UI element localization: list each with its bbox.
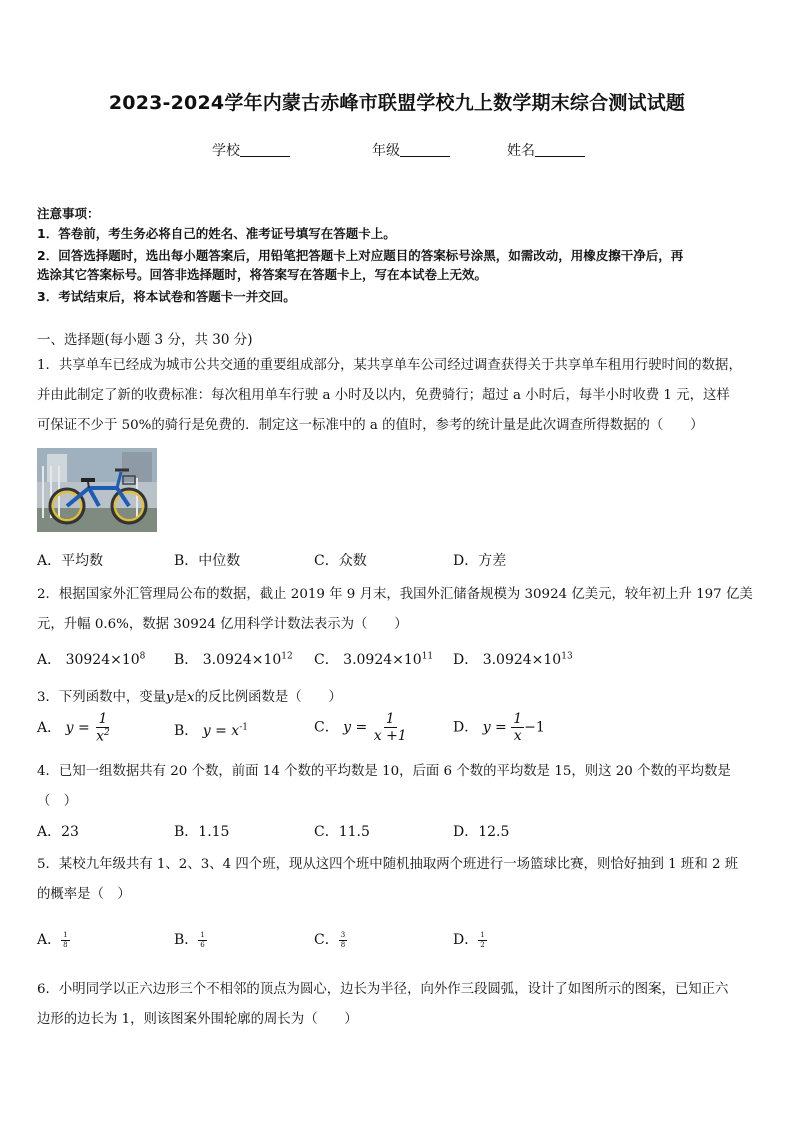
var-x: x: [187, 690, 195, 705]
q3-option-c: C． y = $\frac{1}{x +1}$: [314, 711, 407, 744]
q3-option-d: D． y = $\frac{1}{x}$ −1: [453, 711, 545, 744]
q5-line: 5．某校九年级共有 1、2、3、4 四个班，现从这四个班中随机抽取两个班进行一场篮球比赛，则恰好抽到 1 班和 2 班: [37, 857, 739, 872]
q1-line: 并由此制定了新的收费标准：每次租用单车行驶 a 小时及以内，免费骑行；超过 a 小时后，每半小时收费 1 元，这样: [37, 388, 730, 403]
q1-option-c: C．众数: [314, 553, 367, 569]
q4-line: （ ）: [37, 794, 78, 809]
note-line: 3．考试结束后，将本试卷和答题卡一并交回。: [37, 289, 296, 304]
grade-label: 年级: [372, 143, 400, 159]
q4-option-d: D．12.5: [453, 824, 510, 840]
name-blank: [535, 142, 585, 157]
q2-line: 元，升幅 0.6%，数据 30924 亿用科学计数法表示为（ ）: [37, 617, 408, 632]
q5-option-d: D． $\frac{1}{2}$: [453, 930, 485, 949]
q5-line: 的概率是（ ）: [37, 887, 131, 902]
q5-option-c: C． $\frac{3}{8}$: [314, 930, 346, 949]
q4-option-b: B．1.15: [174, 824, 230, 840]
q6-line: 边形的边长为 1，则该图案外围轮廓的周长为（ ）: [37, 1012, 358, 1027]
q6-line: 6．小明同学以正六边形三个不相邻的顶点为圆心，边长为半径，向外作三段圆弧，设计了如图所示的图案，已知正六: [37, 982, 729, 997]
name-field: [507, 140, 585, 160]
note-line: 1．答卷前，考生务必将自己的姓名、准考证号填写在答题卡上。: [37, 226, 396, 241]
q4-option-c: C．11.5: [314, 824, 370, 840]
grade-field: [372, 140, 450, 160]
q5-option-a: A． $\frac{1}{8}$: [37, 930, 68, 949]
q2-option-a: A． $30924\times 10^8$: [37, 651, 146, 668]
note-line: 2．回答选择题时，选出每小题答案后，用铅笔把答题卡上对应题目的答案标号涂黑，如需改动，用橡皮擦干净后，再: [37, 248, 684, 263]
school-label: 学校: [212, 143, 240, 159]
school-field: [212, 140, 290, 160]
q5-option-b: B． $\frac{1}{6}$: [174, 930, 205, 949]
note-line: 选涂其它答案标号。回答非选择题时，将答案写在答题卡上，写在本试卷上无效。: [37, 267, 488, 282]
q1-line: 可保证不少于 50%的骑行是免费的．制定这一标准中的 a 的值时，参考的统计量是此次调查所得数据的（ ）: [37, 418, 704, 433]
name-label: 姓名: [507, 143, 535, 159]
q1-option-a: A．平均数: [37, 553, 104, 569]
q1-line: 1．共享单车已经成为城市公共交通的重要组成部分，某共享单车公司经过调查获得关于共享单车租用行驶时间的数据，: [37, 358, 742, 373]
q2-option-d: D． $3.0924\times 10^{13}$: [453, 651, 573, 668]
q3-option-b: B． $y = x^{-1}$: [174, 722, 248, 739]
bike-photo: [37, 448, 157, 532]
q3-stem: 3．下列函数中，变量y是x的反比例函数是（ ）: [37, 690, 342, 705]
grade-blank: [400, 142, 450, 157]
q3-option-a: A． y = $\frac{1}{x^2}$: [37, 711, 110, 745]
school-blank: [240, 142, 290, 157]
q4-line: 4．已知一组数据共有 20 个数，前面 14 个数的平均数是 10，后面 6 个数的平均数是 15，则这 20 个数的平均数是: [37, 764, 731, 779]
q4-option-a: A．23: [37, 824, 79, 840]
q1-option-d: D．方差: [453, 553, 507, 569]
var-y: y: [166, 690, 174, 705]
notes-heading: 注意事项：: [37, 206, 100, 221]
q1-option-b: B．中位数: [174, 553, 241, 569]
q2-option-b: B． $3.0924\times 10^{12}$: [174, 651, 293, 668]
section-heading: 一、选择题(每小题 3 分，共 30 分): [37, 332, 253, 348]
q2-option-c: C． $3.0924\times 10^{11}$: [314, 651, 434, 668]
page-title: 2023-2024学年内蒙古赤峰市联盟学校九上数学期末综合测试试题: [108, 92, 686, 114]
q2-line: 2．根据国家外汇管理局公布的数据，截止 2019 年 9 月末，我国外汇储备规模为 30924 亿美元，较年初上升 197 亿美: [37, 587, 753, 602]
